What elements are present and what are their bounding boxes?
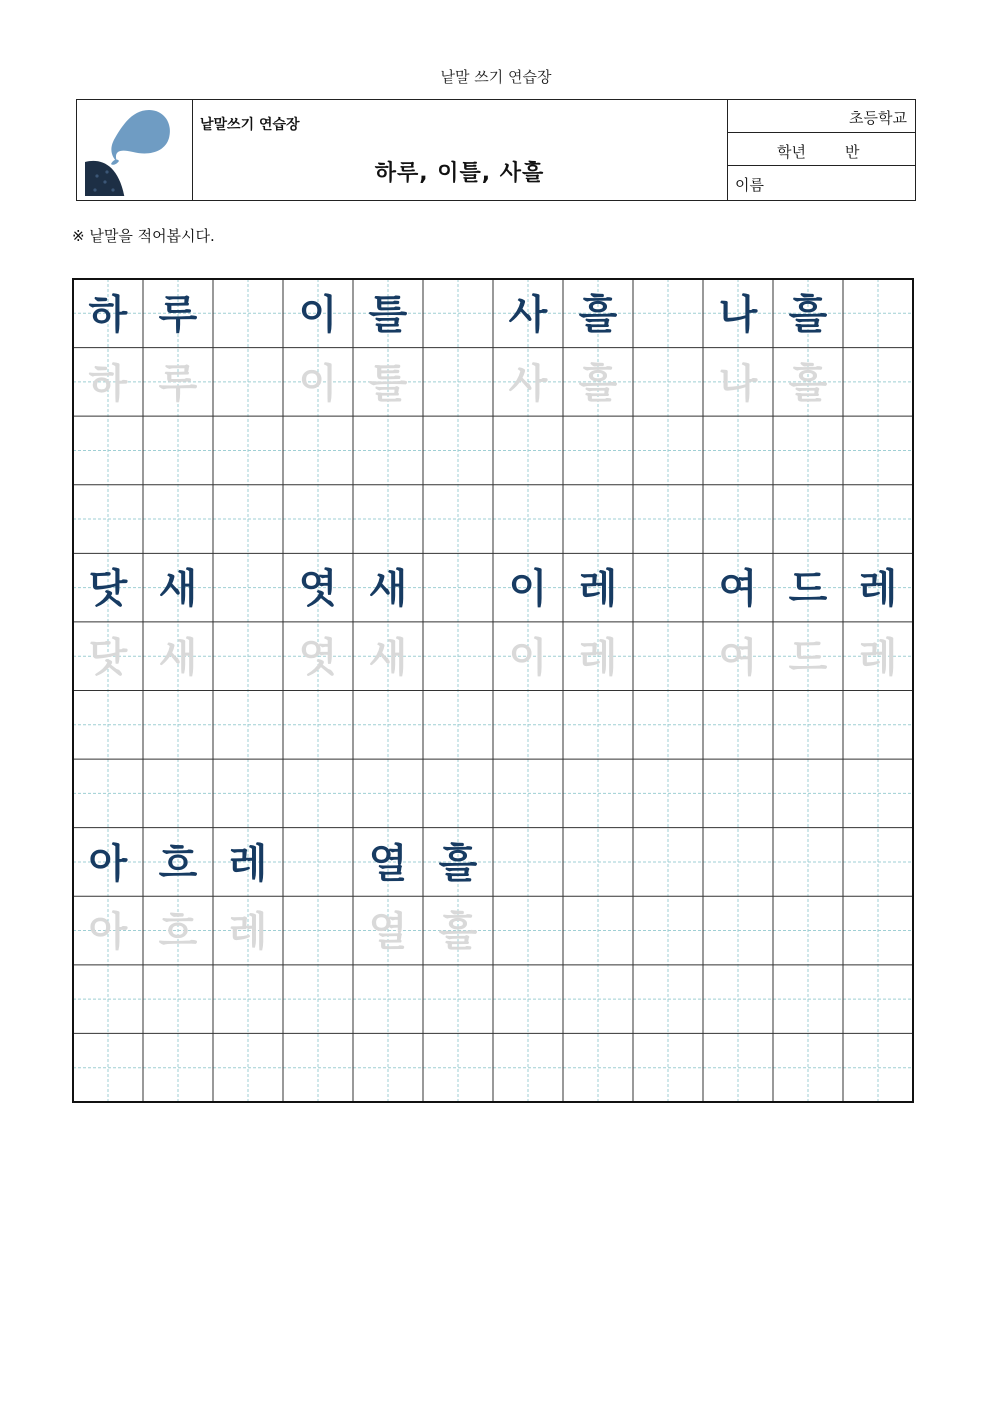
model-character: 이	[508, 565, 548, 613]
name-row	[727, 166, 915, 200]
model-character: 드	[788, 565, 828, 613]
trace-character: 여	[718, 633, 758, 681]
trace-character: 흘	[578, 359, 618, 407]
model-character: 레	[578, 565, 618, 613]
trace-character: 열	[368, 908, 408, 956]
student-info	[727, 100, 915, 200]
class-label: 반	[845, 143, 860, 161]
school-row	[727, 100, 915, 133]
trace-character: 새	[368, 633, 408, 681]
trace-character: 틀	[368, 359, 408, 407]
trace-character: 드	[788, 633, 828, 681]
model-character: 하	[88, 291, 128, 338]
water-drop-logo-icon	[83, 106, 187, 196]
model-character: 흘	[578, 291, 618, 338]
model-character: 새	[368, 565, 408, 613]
instruction-text: ※ 낱말을 적어봅시다.	[72, 227, 215, 245]
worksheet-subtitle: 낱말쓰기 연습장	[200, 117, 300, 133]
model-character: 닷	[88, 565, 128, 613]
logo-cell	[77, 100, 193, 200]
trace-character: 이	[298, 359, 338, 407]
model-character: 사	[508, 291, 548, 338]
model-character: 레	[228, 839, 268, 887]
model-character: 루	[158, 291, 198, 338]
model-character: 나	[718, 291, 758, 338]
trace-character: 흘	[788, 359, 828, 407]
trace-character: 이	[508, 633, 548, 681]
model-character: 틀	[368, 291, 408, 338]
writing-practice-grid	[72, 278, 914, 1103]
title-cell	[192, 100, 728, 200]
grade-class-row	[727, 133, 915, 166]
model-character: 새	[158, 565, 198, 613]
model-character: 아	[88, 839, 128, 887]
model-character: 흘	[438, 839, 478, 887]
model-character: 레	[858, 565, 898, 613]
trace-character: 흐	[158, 908, 198, 956]
trace-character: 새	[158, 633, 198, 681]
model-character: 흘	[788, 291, 828, 338]
trace-character: 레	[858, 633, 898, 681]
trace-character: 닷	[88, 633, 128, 681]
grade-label: 학년	[777, 143, 806, 161]
page-header-text: 낱말 쓰기 연습장	[440, 68, 552, 86]
worksheet-header	[76, 99, 916, 201]
model-character: 엿	[298, 565, 338, 613]
trace-character: 엿	[298, 633, 338, 681]
name-label: 이름	[735, 176, 764, 194]
model-character: 흐	[158, 839, 198, 887]
trace-character: 레	[228, 908, 268, 956]
model-character: 열	[368, 839, 408, 887]
trace-character: 루	[158, 359, 198, 407]
trace-character: 사	[508, 359, 548, 407]
model-character: 이	[298, 291, 338, 338]
trace-character: 레	[578, 633, 618, 681]
trace-character: 하	[88, 359, 128, 407]
model-character: 여	[718, 565, 758, 613]
trace-character: 흘	[438, 908, 478, 956]
school-label: 초등학교	[849, 109, 907, 127]
worksheet-title: 하루, 이틀, 사흘	[374, 161, 545, 186]
trace-character: 아	[88, 908, 128, 956]
trace-character: 나	[718, 359, 758, 407]
